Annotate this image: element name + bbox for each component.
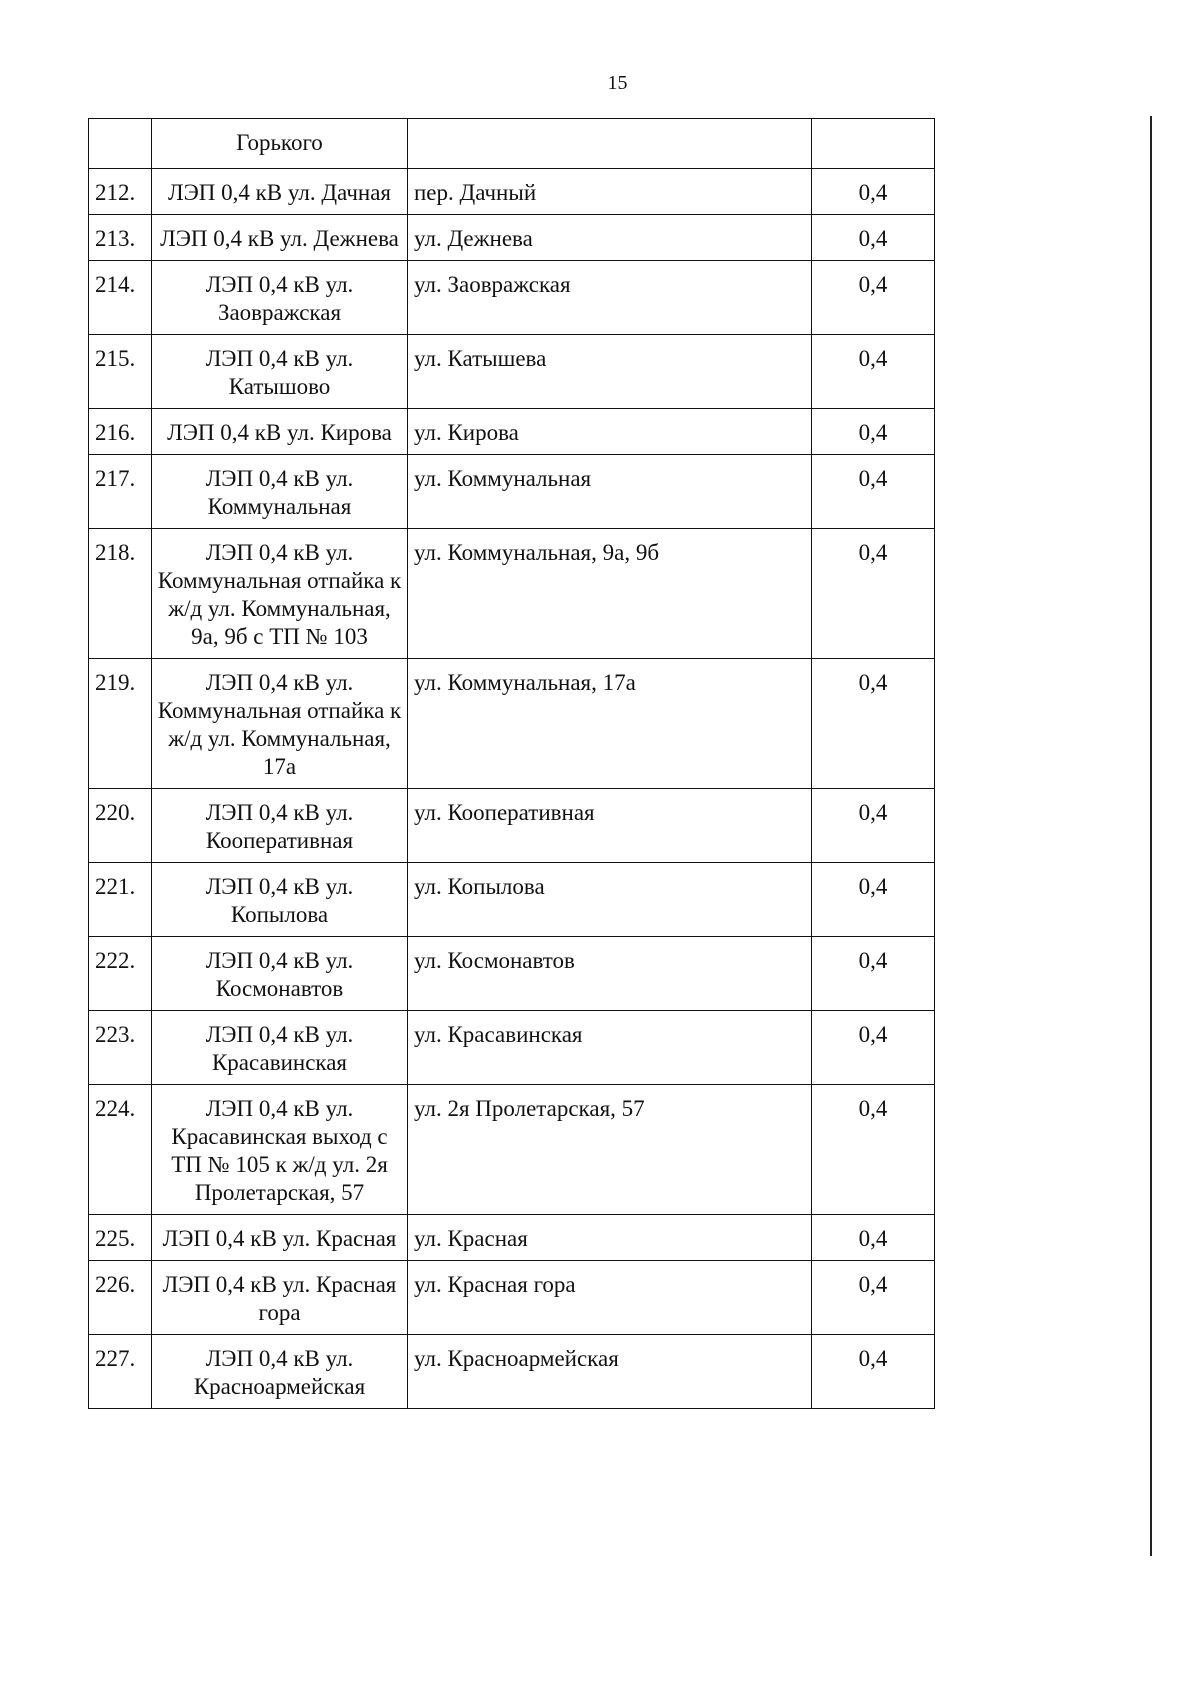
address-cell: ул. Красавинская [408,1011,812,1085]
address-cell: ул. Красноармейская [408,1335,812,1409]
row-number-cell: 221. [89,863,152,937]
line-name-cell: ЛЭП 0,4 кВ ул. Дежнева [152,215,408,261]
document-table-container [88,118,935,1409]
address-cell: ул. Кирова [408,409,812,455]
line-name-cell: ЛЭП 0,4 кВ ул. Красная гора [152,1261,408,1335]
line-name-cell: ЛЭП 0,4 кВ ул. Катышово [152,335,408,409]
table-row [89,119,935,169]
line-name-cell: ЛЭП 0,4 кВ ул. Красноармейская [152,1335,408,1409]
table-row [89,215,935,261]
address-cell: ул. Копылова [408,863,812,937]
voltage-value-cell: 0,4 [812,215,935,261]
voltage-value-cell: 0,4 [812,789,935,863]
voltage-value-cell: 0,4 [812,863,935,937]
line-name-cell: ЛЭП 0,4 кВ ул. Красавинская [152,1011,408,1085]
voltage-value-cell: 0,4 [812,169,935,215]
row-number-cell: 222. [89,937,152,1011]
line-name-cell: ЛЭП 0,4 кВ ул. Заовражская [152,261,408,335]
table-row [89,659,935,789]
address-cell: ул. Заовражская [408,261,812,335]
voltage-value-cell [812,119,935,169]
table-row [89,455,935,529]
row-number-cell: 226. [89,1261,152,1335]
table-row [89,169,935,215]
line-name-cell: ЛЭП 0,4 кВ ул. Красавинская выход с ТП № 105 к ж/д ул. 2я Пролетарская, 57 [152,1085,408,1215]
line-name-cell: ЛЭП 0,4 кВ ул. Кирова [152,409,408,455]
voltage-value-cell: 0,4 [812,261,935,335]
line-name-cell: ЛЭП 0,4 кВ ул. Дачная [152,169,408,215]
row-number-cell: 217. [89,455,152,529]
line-name-cell: ЛЭП 0,4 кВ ул. Коммунальная [152,455,408,529]
line-name-cell: ЛЭП 0,4 кВ ул. Коммунальная отпайка к ж/д ул. Коммунальная, 17а [152,659,408,789]
table-row [89,409,935,455]
voltage-value-cell: 0,4 [812,1335,935,1409]
row-number-cell: 212. [89,169,152,215]
address-cell [408,119,812,169]
address-cell: ул. Красная гора [408,1261,812,1335]
table-row [89,789,935,863]
page-number: 15 [607,72,628,94]
row-number-cell: 223. [89,1011,152,1085]
row-number-cell [89,119,152,169]
table-row [89,1215,935,1261]
address-cell: ул. Красная [408,1215,812,1261]
power-lines-table [88,118,935,1409]
table-row [89,937,935,1011]
voltage-value-cell: 0,4 [812,455,935,529]
voltage-value-cell: 0,4 [812,335,935,409]
line-name-cell: ЛЭП 0,4 кВ ул. Коммунальная отпайка к ж/д ул. Коммунальная, 9а, 9б с ТП № 103 [152,529,408,659]
voltage-value-cell: 0,4 [812,1261,935,1335]
table-row [89,1085,935,1215]
table-row [89,335,935,409]
row-number-cell: 225. [89,1215,152,1261]
row-number-cell: 224. [89,1085,152,1215]
voltage-value-cell: 0,4 [812,1215,935,1261]
line-name-cell: ЛЭП 0,4 кВ ул. Кооперативная [152,789,408,863]
address-cell: ул. Дежнева [408,215,812,261]
voltage-value-cell: 0,4 [812,529,935,659]
address-cell: ул. Коммунальная, 17а [408,659,812,789]
row-number-cell: 216. [89,409,152,455]
voltage-value-cell: 0,4 [812,1085,935,1215]
voltage-value-cell: 0,4 [812,1011,935,1085]
line-name-cell: ЛЭП 0,4 кВ ул. Копылова [152,863,408,937]
row-number-cell: 220. [89,789,152,863]
address-cell: ул. 2я Пролетарская, 57 [408,1085,812,1215]
row-number-cell: 214. [89,261,152,335]
row-number-cell: 213. [89,215,152,261]
row-number-cell: 227. [89,1335,152,1409]
table-row [89,529,935,659]
row-number-cell: 215. [89,335,152,409]
address-cell: ул. Катышева [408,335,812,409]
right-margin-rule [1150,116,1152,1556]
table-row [89,261,935,335]
address-cell: пер. Дачный [408,169,812,215]
line-name-cell: Горького [152,119,408,169]
voltage-value-cell: 0,4 [812,409,935,455]
address-cell: ул. Коммунальная [408,455,812,529]
table-row [89,1261,935,1335]
voltage-value-cell: 0,4 [812,937,935,1011]
voltage-value-cell: 0,4 [812,659,935,789]
row-number-cell: 219. [89,659,152,789]
table-row [89,1011,935,1085]
line-name-cell: ЛЭП 0,4 кВ ул. Космонавтов [152,937,408,1011]
row-number-cell: 218. [89,529,152,659]
table-body [89,119,935,1409]
address-cell: ул. Космонавтов [408,937,812,1011]
line-name-cell: ЛЭП 0,4 кВ ул. Красная [152,1215,408,1261]
address-cell: ул. Кооперативная [408,789,812,863]
table-row [89,1335,935,1409]
address-cell: ул. Коммунальная, 9а, 9б [408,529,812,659]
table-row [89,863,935,937]
